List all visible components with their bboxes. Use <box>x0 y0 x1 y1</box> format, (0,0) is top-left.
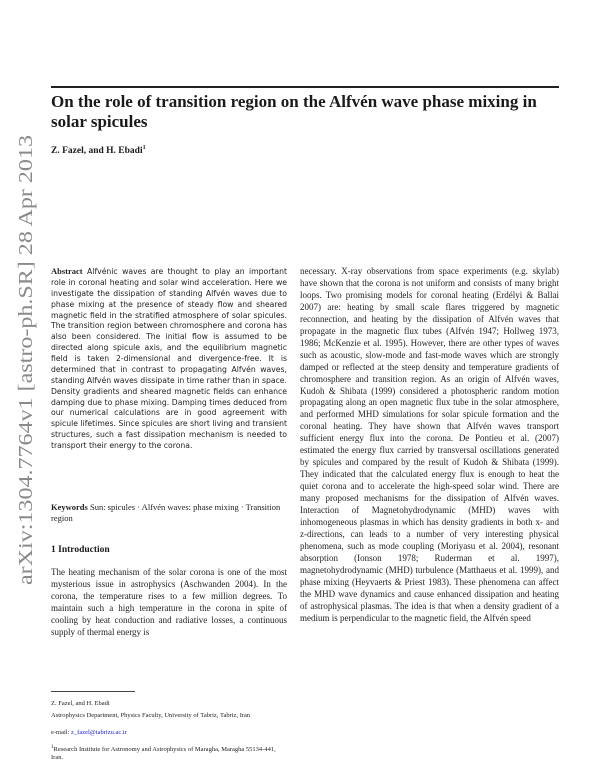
keywords-label: Keywords <box>51 502 88 512</box>
abstract <box>51 266 287 452</box>
arxiv-identifier <box>3 130 43 590</box>
section-heading-introduction: 1 Introduction <box>51 545 110 555</box>
authors-names: Z. Fazel, and H. Ebadi <box>51 146 143 157</box>
authors-footnote-mark: 1 <box>142 145 146 151</box>
right-column-text: necessary. X-ray observations from space experiments (e.g. skylab) have shown that the corona is not uniform and consists of many bright loops. Two promising models for coronal heating (Erdélyi & Ballai 2007) are: heating by small scale flares triggered by magnetic reconnection, and heating by the dissipation of Alfvén waves that propagate in the magnetic flux tubes (Alfvén 1947; Hollweg 1973, 1986; McKenzie et al. 1995). However, there are other types of waves such as acoustic, slow-mode and fast-mode waves which are strongly damped or reflected at the steep density and temperature gradients of chromosphere and transition region. As an origin of Alfvén waves, Kudoh & Shibata (1999) considered a photospheric random motion propagating along an open magnetic flux tube in the solar atmosphere, and performed MHD simulations for solar spicule formation and the coronal heating. They have shown that Alfvén waves transport sufficient energy flux into the corona. De Pontieu et al. (2007) estimated the energy flux carried by transversal oscillations generated by spicules and compared by the result of Kudoh & Shibata (1999). They indicated that the calculated energy flux is enough to heat the quiet corona and to accelerate the high-speed solar wind. There are many proposed mechanisms for the dissipation of Alfvén waves. Interaction of Magnetohydrodynamic (MHD) waves with inhomogeneous plasmas in which has density gradients in both x- and z-directions, can leads to a number of very interesting physical phenomena, such as mode coupling (Moriyasu et al. 2004), resonant absorption (Ionson 1978; Ruderman et al. 1997), magnetohydrodynamic (MHD) turbulence (Matthaeus et al. 1999), and phase mixing (Heyvaerts & Priest 1983). These phenomena can affect the MHD wave dynamics and cause enhanced dissipation and heating of astrophysical plasmas. The idea is that when a density gradient of a medium is perpendicular to the magnetic field, the Alfvén speed <box>300 266 559 623</box>
abstract-label: Abstract <box>51 266 83 276</box>
footnote-institute <box>51 744 287 763</box>
footnote-email-label: e-mail: <box>51 729 70 736</box>
arxiv-identifier-text: arXiv:1304.7764v1 [astro-ph.SR] 28 Apr 2013 <box>15 210 37 585</box>
abstract-text: Alfvénic waves are thought to play an important role in coronal heating and solar wind acceleration. Here we investigate the dissipation of standing Alfvén waves due to phase mixing at the presence of steady flow and sheared magnetic field in the stratified atmosphere of solar spicules. The transition region between chromosphere and corona has also been considered. The initial flow is assumed to be directed along spicule axis, and the equilibrium magnetic field is taken 2-dimensional and divergence-free. It is determined that in contrast to propagating Alfvén waves, standing Alfvén waves dissipate in time rather than in space. Density gradients and sheared magnetic fields can enhance damping due to phase mixing. Damping times deduced from our numerical calculations are in good agreement with spicule lifetimes. Since spicules are short living and transient structures, such a fast dissipation mechanism is needed to transport their energy to the corona. <box>51 267 287 450</box>
footnote-rule <box>51 691 135 692</box>
footnote-email-line <box>51 729 287 737</box>
footnote-email-link[interactable]: z_fazel@tabrizu.ac.ir <box>71 729 127 736</box>
footnote-affiliation: Astrophysics Department, Physics Faculty, University of Tabriz, Tabriz, Iran <box>51 712 251 719</box>
footnote-author: Z. Fazel, and H. Ebadi <box>51 700 110 707</box>
paper-title: On the role of transition region on the Alfvén wave phase mixing in solar spicules <box>51 92 537 131</box>
footnote2-text: Research Institute for Astronomy and Astrophysics of Maragha, Maragha 55134-441, Iran. <box>51 746 276 762</box>
footnote2-mark: 1 <box>51 745 54 750</box>
introduction-paragraph: The heating mechanism of the solar corona is one of the most mysterious issue in astrophysics (Aschwanden 2004). In the corona, the temperature rises to a few million degrees. To maintain such a high temperature in the corona in spite of cooling by heat conduction and radiative losses, a continuous supply of thermal energy is <box>51 567 287 637</box>
keywords-text: Sun: spicules · Alfvén waves: phase mixing · Transition region <box>51 502 281 523</box>
keywords <box>51 502 287 524</box>
authors <box>51 145 146 156</box>
title-rule <box>51 86 559 88</box>
